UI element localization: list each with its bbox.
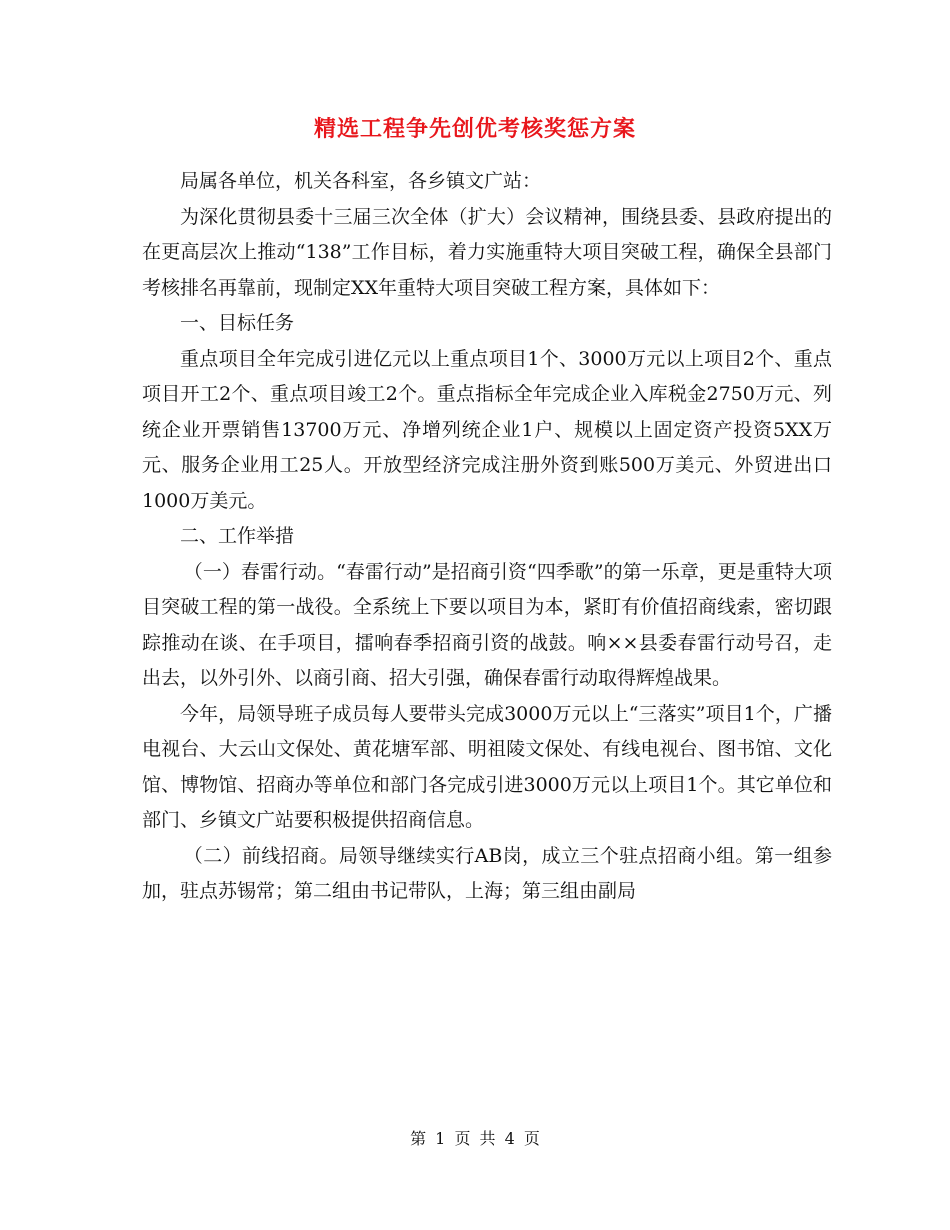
paragraph-intro: 为深化贯彻县委十三届三次全体（扩大）会议精神，围绕县委、县政府提出的在更高层次上推动“138”工作目标，着力实施重特大项目突破工程，确保全县部门考核排名再靠前，现制定XX年重特大项目突破工程方案，具体如下：: [142, 205, 832, 299]
page-footer: 第 1 页 共 4 页: [410, 1129, 540, 1148]
paragraph-salutation: 局属各单位，机关各科室，各乡镇文广站：: [180, 170, 542, 192]
paragraph-frontline: （二）前线招商。局领导继续实行AB岗，成立三个驻点招商小组。第一组参加，驻点苏锡常；第二组由书记带队，上海；第三组由副局: [142, 844, 832, 902]
paragraph-this-year: 今年，局领导班子成员每人要带头完成3000万元以上“三落实”项目1个，广播电视台、大云山文保处、黄花塘军部、明祖陵文保处、有线电视台、图书馆、文化馆、博物馆、招商办等单位和部门各完成引进3000万元以上项目1个。其它单位和部门、乡镇文广站要积极提供招商信息。: [142, 702, 832, 831]
paragraph-spring-thunder: （一）春雷行动。“春雷行动”是招商引资“四季歌”的第一乐章，更是重特大项目突破工程的第一战役。全系统上下要以项目为本，紧盯有价值招商线索，密切跟踪推动在谈、在手项目，擂响春季招商引资的战鼓。响××县委春雷行动号召，走出去，以外引外、以商引商、招大引强，确保春雷行动取得辉煌战果。: [142, 560, 832, 689]
heading-goals: 一、目标任务: [180, 312, 295, 334]
document-body: [142, 164, 832, 910]
document-title: 精选工程争先创优考核奖惩方案: [313, 116, 636, 142]
heading-measures: 二、工作举措: [180, 525, 295, 547]
paragraph-goals: 重点项目全年完成引进亿元以上重点项目1个、3000万元以上项目2个、重点项目开工2个、重点项目竣工2个。重点指标全年完成企业入库税金2750万元、列统企业开票销售13700万元、净增列统企业1户、规模以上固定资产投资5XX万元、服务企业用工25人。开放型经济完成注册外资到账500万美元、外贸进出口1000万美元。: [142, 347, 832, 512]
